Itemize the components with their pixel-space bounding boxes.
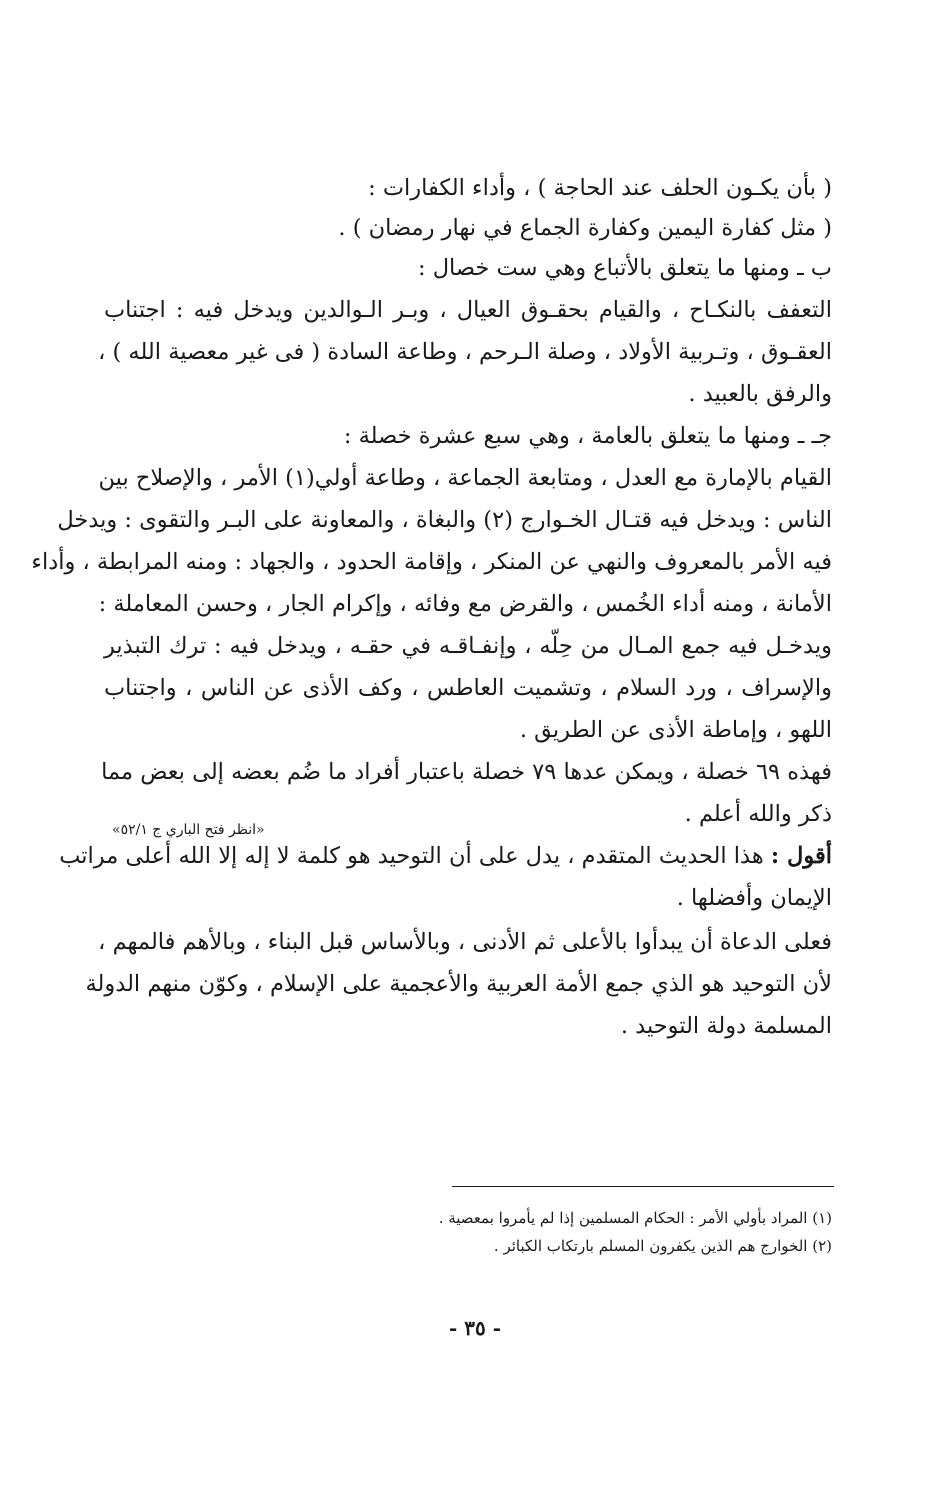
text-line: ( مثل كفارة اليمين وكفارة الجماع في نهار رمضان ) . [338, 215, 832, 241]
text-line: الناس : ويدخل فيه قتـال الخـوارج (٢) والبغاة ، والمعاونة على البـر والتقوى : ويدخل [57, 507, 832, 533]
text-line: ويدخـل فيه جمع المـال من حِلّه ، وإنفـاقـه في حقـه ، ويدخل فيه : ترك التبذير [104, 633, 832, 659]
text-line: الأمانة ، ومنه أداء الخُمس ، والقرض مع وفائه ، وإكرام الجار ، وحسن المعاملة : [98, 591, 832, 617]
text-line: والرفق بالعبيد . [688, 381, 832, 407]
section-heading-j: جـ ـ ومنها ما يتعلق بالعامة ، وهي سبع عشرة خصلة : [343, 423, 832, 449]
text-line: والإسراف ، ورد السلام ، وتشميت العاطس ، وكف الأذى عن الناس ، واجتناب [104, 675, 832, 701]
text-line: المسلمة دولة التوحيد . [620, 1013, 832, 1039]
text-line: فيه الأمر بالمعروف والنهي عن المنكر ، وإقامة الحدود ، والجهاد : ومنه المرابطة ، وأداء [31, 549, 832, 575]
text-line: ذكر والله أعلم . [684, 801, 832, 827]
text-line: الإيمان وأفضلها . [676, 885, 832, 911]
text-line: ( بأن يكـون الحلف عند الحاجة ) ، وأداء الكفارات : [368, 175, 832, 201]
text-line: لأن التوحيد هو الذي جمع الأمة العربية والأعجمية على الإسلام ، وكوّن منهم الدولة [85, 971, 832, 997]
footnote-2: (٢) الخوارج هم الذين يكفرون المسلم بارتكاب الكبائر . [493, 1237, 832, 1255]
text-line: فعلى الدعاة أن يبدأوا بالأعلى ثم الأدنى ، وبالأساس قبل البناء ، وبالأهم فالمهم ، [98, 929, 832, 955]
aqool-label: أقول : [770, 843, 832, 869]
text-line: القيام بالإمارة مع العدل ، ومتابعة الجماعة ، وطاعة أولي(١) الأمر ، والإصلاح بين [98, 465, 832, 491]
text-line: اللهو ، وإماطة الأذى عن الطريق . [519, 717, 832, 743]
footnote-1: (١) المراد بأولي الأمر : الحكام المسلمين إذا لم يأمروا بمعصية . [438, 1209, 832, 1227]
aqool-text: هذا الحديث المتقدم ، يدل على أن التوحيد هو كلمة لا إله إلا الله أعلى مراتب [59, 843, 764, 869]
text-line: العقـوق ، وتـربية الأولاد ، وصلة الـرحم ، وطاعة السادة ( فى غير معصية الله ) ، [98, 339, 832, 365]
page-number: - ٣٥ - [448, 1316, 501, 1340]
aqool-paragraph-line [59, 836, 832, 876]
text-line: التعفف بالنكـاح ، والقيام بحقـوق العيال ، وبـر الـوالدين ويدخل فيه : اجتناب [104, 297, 832, 323]
footnote-separator [452, 1186, 834, 1187]
text-line: فهذه ٦٩ خصلة ، ويمكن عدها ٧٩ خصلة باعتبار أفراد ما ضُم بعضه إلى بعض مما [101, 759, 832, 785]
citation-note: «انظر فتح الباري ج ٥٢/١» [112, 822, 265, 838]
section-heading-b: ب ـ ومنها ما يتعلق بالأتباع وهي ست خصال : [417, 255, 832, 281]
